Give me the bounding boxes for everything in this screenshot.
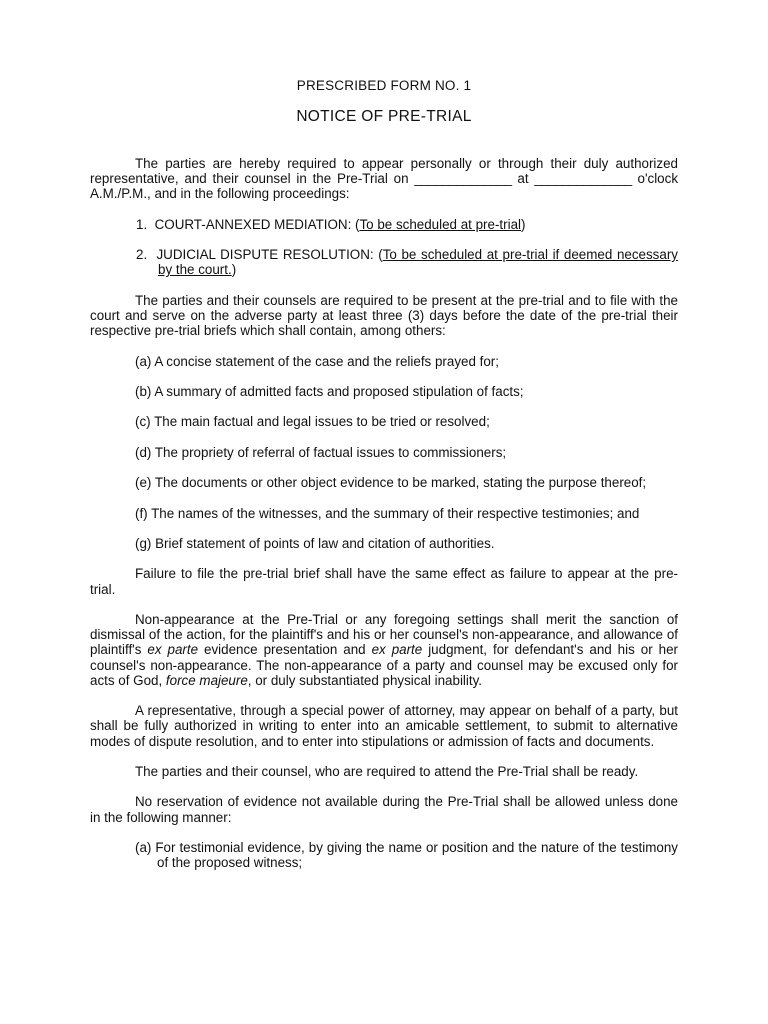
form-number: PRESCRIBED FORM NO. 1 bbox=[296, 78, 472, 93]
paragraph-text: , or duly substantiated physical inability. bbox=[247, 672, 483, 688]
item-close: ) bbox=[231, 262, 237, 278]
paragraph-readiness: The parties and their counsel, who are required to attend the Pre-Trial shall be ready. bbox=[135, 763, 639, 779]
date-blank: ______________ bbox=[414, 171, 512, 187]
paragraph-text: evidence presentation and bbox=[198, 642, 372, 658]
latin-term: ex parte bbox=[371, 642, 423, 658]
item-number: 1. bbox=[136, 216, 148, 232]
item-note: To be scheduled at pre-trial if deemed necessary by the court. bbox=[158, 247, 678, 278]
paragraph-text: at bbox=[511, 171, 535, 187]
document-title: NOTICE OF PRE-TRIAL bbox=[296, 108, 472, 125]
brief-item: (b) A summary of admitted facts and proposed stipulation of facts; bbox=[135, 383, 524, 399]
paragraph-text: Non-appearance at the Pre-Trial or any foregoing settings shall merit the sanction of dismissal of the action, for the plaintiff's and his or her counsel's non-appearance, and allowance of plaintiff's bbox=[90, 611, 678, 658]
brief-item: (e) The documents or other object evidence to be marked, stating the purpose thereof; bbox=[135, 475, 647, 491]
paragraph-failure-to-file: Failure to file the pre-trial brief shall have the same effect as failure to appear at the pre-trial. bbox=[90, 566, 678, 597]
reservation-item: (a) For testimonial evidence, by giving the name or position and the nature of the testimony of the proposed witness; bbox=[135, 839, 678, 871]
proceeding-item-jdr bbox=[90, 247, 678, 277]
item-label: JUDICIAL DISPUTE RESOLUTION: ( bbox=[156, 247, 383, 263]
brief-item: (c) The main factual and legal issues to be tried or resolved; bbox=[135, 414, 490, 430]
item-label: COURT-ANNEXED MEDIATION: ( bbox=[154, 216, 360, 232]
proceeding-item-mediation bbox=[90, 217, 678, 232]
paragraph-appearance-notice bbox=[90, 156, 678, 202]
paragraph-text: o'clock A.M./P.M., and in the following proceedings: bbox=[90, 171, 679, 202]
paragraph-non-appearance bbox=[90, 612, 678, 688]
paragraph-text: judgment, for defendant's and his or her counsel's non-appearance. The non-appearance of a party and counsel may be excused only for acts of God, bbox=[90, 642, 678, 688]
brief-item: (g) Brief statement of points of law and citation of authorities. bbox=[135, 535, 495, 551]
document-body bbox=[90, 156, 678, 885]
paragraph-pretrial-briefs: The parties and their counsels are required to be present at the pre-trial and to file with the court and serve on the adverse party at least three (3) days before the date of the pre-trial their respective pre-trial briefs which shall contain, among others: bbox=[90, 292, 678, 339]
paragraph-representative: A representative, through a special power of attorney, may appear on behalf of a party, but shall be fully authorized in writing to enter into an amicable settlement, to submit to alternative modes of dispute resolution, and to enter into stipulations or admission of facts and documents. bbox=[90, 703, 678, 749]
paragraph-reservation: No reservation of evidence not available during the Pre-Trial shall be allowed unless done in the following manner: bbox=[90, 794, 678, 825]
item-close: ) bbox=[521, 216, 526, 232]
item-number: 2. bbox=[136, 247, 148, 263]
brief-item: (f) The names of the witnesses, and the summary of their respective testimonies; and bbox=[135, 505, 640, 521]
latin-term: ex parte bbox=[147, 642, 199, 658]
latin-term: force majeure bbox=[165, 672, 248, 688]
brief-item: (d) The propriety of referral of factual issues to commissioners; bbox=[135, 444, 507, 460]
paragraph-text: The parties are hereby required to appear personally or through their duly authorized representative, and their counsel in the Pre-Trial on bbox=[90, 156, 678, 187]
brief-item: (a) A concise statement of the case and the reliefs prayed for; bbox=[135, 353, 499, 369]
item-note: To be scheduled at pre-trial bbox=[359, 216, 521, 232]
time-blank: ______________ bbox=[534, 171, 632, 187]
